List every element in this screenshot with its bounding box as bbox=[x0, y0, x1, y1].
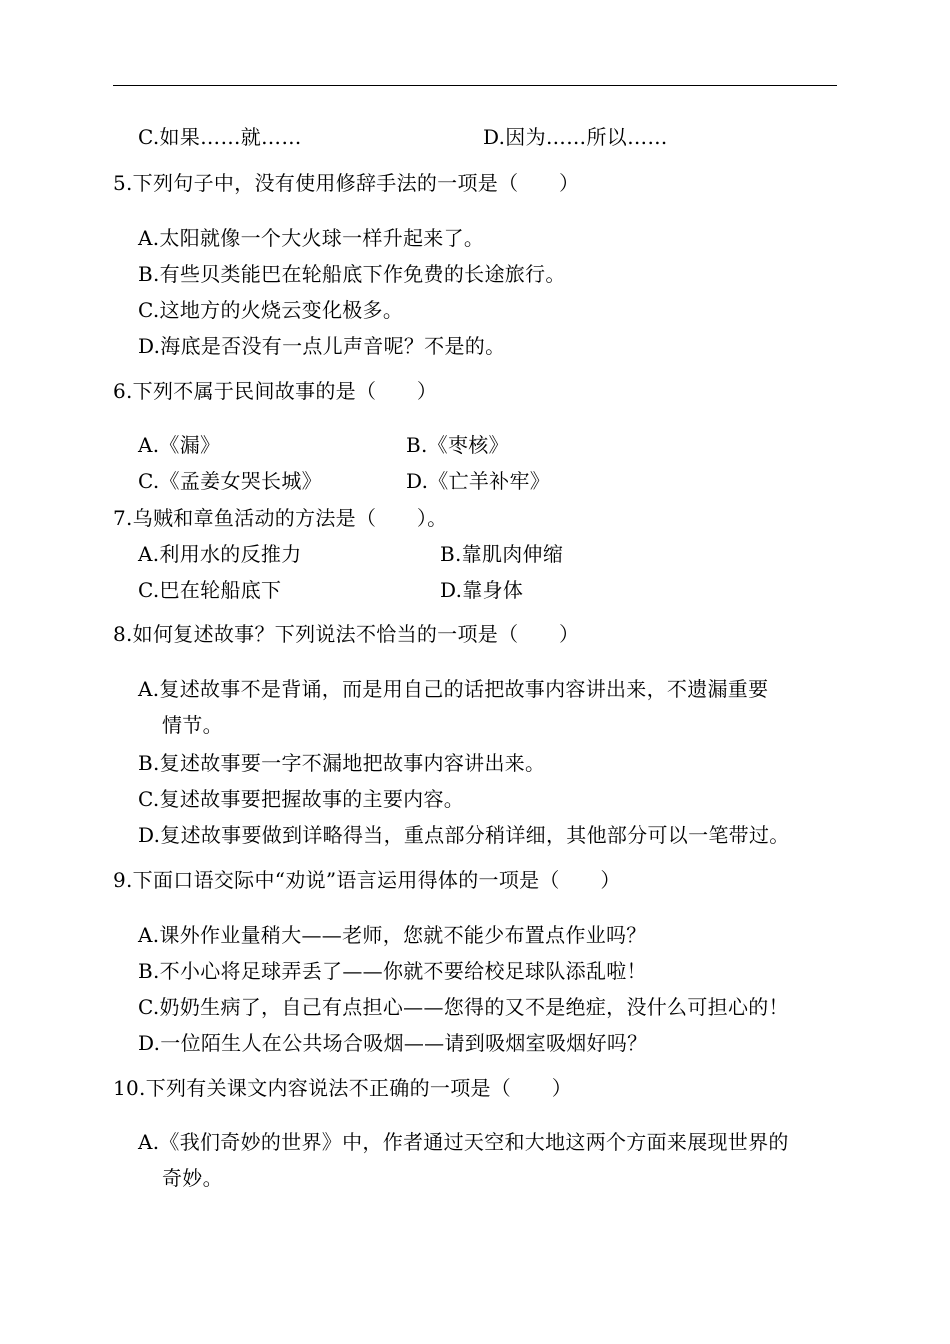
q10-stem: 10.下列有关课文内容说法不正确的一项是（ ） bbox=[113, 1076, 573, 1100]
header-rule bbox=[113, 85, 837, 86]
q5-option-b: B.有些贝类能巴在轮船底下作免费的长途旅行。 bbox=[138, 262, 566, 286]
q4-option-d: D.因为……所以…… bbox=[483, 125, 668, 149]
q6-option-d: D.《亡羊补牢》 bbox=[406, 469, 551, 493]
q5-option-d: D.海底是否没有一点儿声音呢？不是的。 bbox=[138, 334, 506, 358]
q9-option-b: B.不小心将足球弄丢了——你就不要给校足球队添乱啦！ bbox=[138, 959, 647, 983]
q6-option-b: B.《枣核》 bbox=[406, 433, 509, 457]
q8-stem: 8.如何复述故事？下列说法不恰当的一项是（ ） bbox=[113, 622, 580, 646]
q7-option-b: B.靠肌肉伸缩 bbox=[440, 542, 564, 566]
q6-option-c: C.《孟姜女哭长城》 bbox=[138, 469, 322, 493]
q5-option-a: A.太阳就像一个大火球一样升起来了。 bbox=[138, 226, 485, 250]
q7-option-d: D.靠身体 bbox=[440, 578, 524, 602]
q10-option-a-line2: 奇妙。 bbox=[162, 1166, 223, 1190]
q8-option-a-line1: A.复述故事不是背诵，而是用自己的话把故事内容讲出来，不遗漏重要 bbox=[138, 677, 769, 701]
q8-option-a-line2: 情节。 bbox=[162, 713, 223, 737]
q4-option-c: C.如果……就…… bbox=[138, 125, 302, 149]
q9-option-c: C.奶奶生病了，自己有点担心——您得的又不是绝症，没什么可担心的！ bbox=[138, 995, 789, 1019]
q6-option-a: A.《漏》 bbox=[138, 433, 221, 457]
q8-option-d: D.复述故事要做到详略得当，重点部分稍详细，其他部分可以一笔带过。 bbox=[138, 823, 790, 847]
q5-stem: 5.下列句子中，没有使用修辞手法的一项是（ ） bbox=[113, 171, 580, 195]
q8-option-b: B.复述故事要一字不漏地把故事内容讲出来。 bbox=[138, 751, 546, 775]
q8-option-c: C.复述故事要把握故事的主要内容。 bbox=[138, 787, 465, 811]
q6-stem: 6.下列不属于民间故事的是（ ） bbox=[113, 379, 438, 403]
q9-option-d: D.一位陌生人在公共场合吸烟——请到吸烟室吸烟好吗？ bbox=[138, 1031, 648, 1055]
q7-stem: 7.乌贼和章鱼活动的方法是（ ）。 bbox=[113, 506, 448, 530]
q10-option-a-line1: A.《我们奇妙的世界》中，作者通过天空和大地这两个方面来展现世界的 bbox=[138, 1130, 789, 1154]
q7-option-a: A.利用水的反推力 bbox=[138, 542, 302, 566]
q9-stem: 9.下面口语交际中“劝说”语言运用得体的一项是（ ） bbox=[113, 868, 621, 892]
q5-option-c: C.这地方的火烧云变化极多。 bbox=[138, 298, 404, 322]
q9-option-a: A.课外作业量稍大——老师，您就不能少布置点作业吗？ bbox=[138, 923, 647, 947]
q7-option-c: C.巴在轮船底下 bbox=[138, 578, 282, 602]
